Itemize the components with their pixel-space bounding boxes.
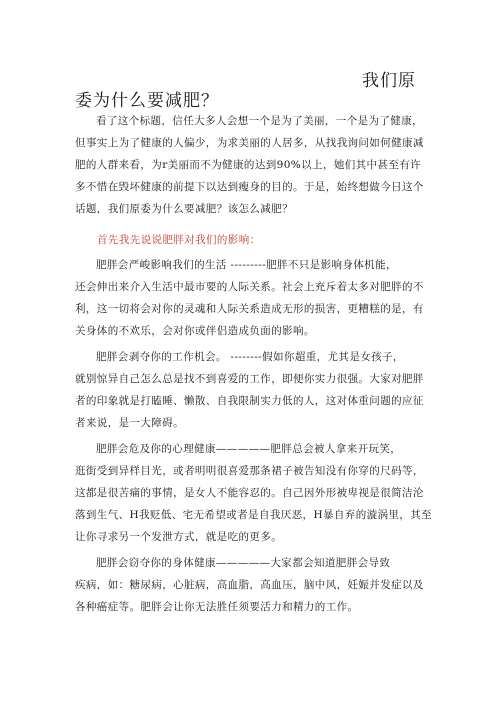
paragraph-line: 逛街受到异样目光，或者明明很喜爱那条裙子被告知没有你穿的尺码等， [75, 465, 424, 477]
paragraph-line: 者的印象就是打瞌睡、懒散、自我限制实力低的人，这对体重问题的应征 [75, 395, 424, 407]
intro-line: 多不惜在毁坏健康的前提下以达到瘦身的目的。于是，始终想做今日这个 [75, 181, 424, 193]
paragraph-line: 就别惊异自己怎么总是找不到喜爱的工作，即便你实力很强。大家对肥胖 [75, 373, 424, 385]
section-subheading: 首先我先说说肥胖对我们的影响： [97, 234, 261, 246]
section-paragraph-life [75, 254, 435, 342]
title-line-1: 我们原 [362, 71, 416, 91]
paragraph-line: 各种癌症等。肥胖会让你无法胜任须要活力和精力的工作。 [75, 601, 359, 613]
paragraph-line: 利，这一切将会对你的灵魂和人际关系造成无形的损害，更糟糕的是，有 [75, 303, 424, 315]
paragraph-line: 让你寻求另一个发泄方式，就是吃的更多。 [75, 531, 283, 543]
intro-line: 肥的人群来看，为r美丽而不为健康的达到90%以上，她们其中甚至有许 [75, 159, 422, 171]
paragraph-line: 肥胖会严峻影响我们的生活 ---------肥胖不只是影响身体机能， [96, 259, 397, 271]
paragraph-line: 落到生气、H我贬低、宅无希望或者是自我厌恶，H暴自弃的漩涡里，其至 [75, 509, 433, 521]
paragraph-line: 肥胖会危及你的心理健康—————肥胖总会被人拿来开玩笑， [96, 443, 402, 455]
paragraph-line: 还会伸出来介入生活中最市要的人际关系。社会上充斥着太多对肥胖的不 [75, 281, 424, 293]
paragraph-line: 疾病，如：糖尿病，心脏病，高血脂，高血压，脑中风，妊娠并发症以及 [75, 579, 424, 591]
section-paragraph-health [75, 552, 435, 618]
section-paragraph-mental [75, 438, 435, 548]
intro-line: 但事实上为了健康的人偏少，为求美丽的人居多，从找我询问如何健康减 [75, 137, 424, 149]
section-paragraph-work [75, 346, 435, 434]
intro-line: 看了这个标题，信任大多人会想一个是为了美丽，一个是为了健康， [96, 115, 423, 127]
paragraph-line: 关身体的不欢乐，会对你或伴侣造成负面的影响。 [75, 325, 315, 337]
title-line-2: 委为什么要减肥？ [75, 91, 219, 111]
paragraph-line: 这都是很苦痛的事情，是女人不能容忍的。自己因外形被卑视是很简洁沦 [75, 487, 424, 499]
intro-line: 话题，我们原委为什么要减肥？该怎么减肥？ [75, 203, 293, 215]
paragraph-line: 肥胖会剥夺你的工作机会。 --------假如你超重，尤其是女孩子， [96, 351, 404, 363]
paragraph-line: 者来说，是一大障碍。 [75, 417, 184, 429]
paragraph-line: 肥胖会窃夺你的身体健康—————大家都会知道肥胖会导致 [96, 557, 391, 569]
intro-paragraph [75, 110, 435, 220]
